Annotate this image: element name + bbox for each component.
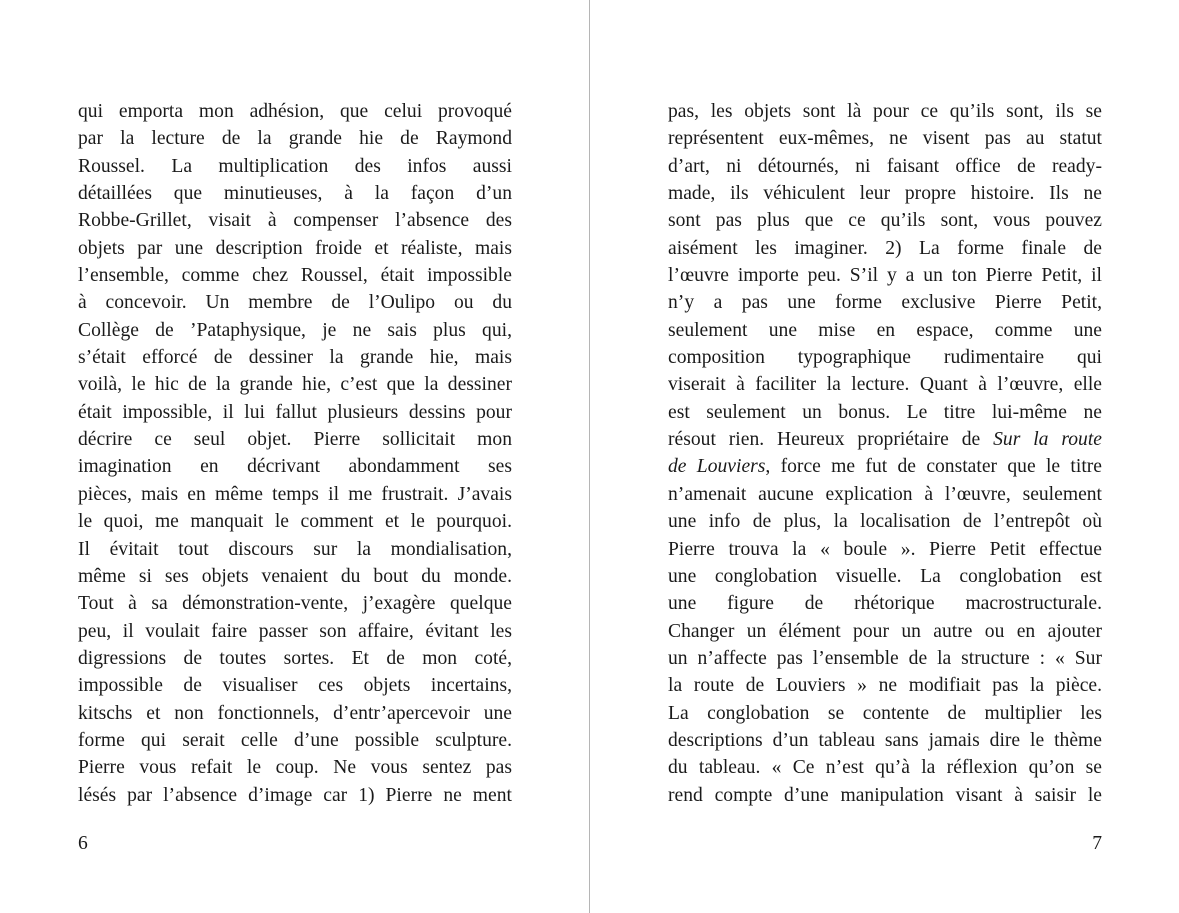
text-line: objets par une description froide et réaliste, mais <box>78 237 512 259</box>
book-title-italic: Sur la route <box>993 429 1102 451</box>
text-line: digressions de toutes sortes. Et de mon coté, <box>78 647 512 669</box>
text-line: l’œuvre importe peu. S’il y a un ton Pierre Petit, il <box>668 265 1102 287</box>
right-page <box>590 0 1179 913</box>
text-line: une figure de rhétorique macrostructurale. <box>668 593 1102 615</box>
text-line: Pierre trouva la « boule ». Pierre Petit effectue <box>668 538 1102 560</box>
text-line: voilà, le hic de la grande hie, c’est que la dessiner <box>78 374 512 396</box>
text-line: représentent eux-mêmes, ne visent pas au statut <box>668 128 1102 150</box>
text-line: forme qui serait celle d’une possible sculpture. <box>78 729 512 751</box>
text-line: La conglobation se contente de multiplier les <box>668 702 1102 724</box>
text-run: résout rien. Heureux propriétaire de <box>668 429 981 451</box>
text-line: rend compte d’une manipulation visant à saisir le <box>668 784 1102 806</box>
text-line: viserait à faciliter la lecture. Quant à l’œuvre, elle <box>668 374 1102 396</box>
text-line: le quoi, me manquait le comment et le pourquoi. <box>78 511 512 533</box>
text-line: à concevoir. Un membre de l’Oulipo ou du <box>78 292 512 314</box>
text-line: n’y a pas une forme exclusive Pierre Petit, <box>668 292 1102 314</box>
text-line: une conglobation visuelle. La conglobation est <box>668 565 1102 587</box>
left-page-text <box>78 98 512 809</box>
page-number: 6 <box>78 833 88 854</box>
text-line: lésés par l’absence d’image car 1) Pierre ne ment <box>78 784 512 806</box>
text-line: n’amenait aucune explication à l’œuvre, seulement <box>668 483 1102 505</box>
text-line: l’ensemble, comme chez Roussel, était impossible <box>78 265 512 287</box>
right-page-text <box>668 98 1102 809</box>
text-line: sont pas plus que ce qu’ils sont, vous pouvez <box>668 210 1102 232</box>
text-line: Roussel. La multiplication des infos aussi <box>78 155 512 177</box>
text-line: descriptions d’un tableau sans jamais dire le thème <box>668 729 1102 751</box>
text-line: détaillées que minutieuses, à la façon d’un <box>78 183 512 205</box>
text-line: du tableau. « Ce n’est qu’à la réflexion qu’on se <box>668 757 1102 779</box>
text-line: décrire ce seul objet. Pierre sollicitait mon <box>78 429 512 451</box>
text-line: peu, il voulait faire passer son affaire, évitant les <box>78 620 512 642</box>
text-line <box>668 426 1102 453</box>
text-line: une info de plus, la localisation de l’entrepôt où <box>668 511 1102 533</box>
text-line: Robbe-Grillet, visait à compenser l’absence des <box>78 210 512 232</box>
text-line: Collège de ’Pataphysique, je ne sais plus qui, <box>78 319 512 341</box>
text-line: seulement une mise en espace, comme une <box>668 319 1102 341</box>
text-line: la route de Louviers » ne modifiait pas la pièce. <box>668 675 1102 697</box>
text-line: qui emporta mon adhésion, que celui provoqué <box>78 101 512 122</box>
text-line: est seulement un bonus. Le titre lui-même ne <box>668 401 1102 423</box>
text-line: aisément les imaginer. 2) La forme finale de <box>668 237 1102 259</box>
text-line: Changer un élément pour un autre ou en ajouter <box>668 620 1102 642</box>
text-line: composition typographique rudimentaire qui <box>668 347 1102 369</box>
text-line: pas, les objets sont là pour ce qu’ils sont, ils se <box>668 101 1102 122</box>
left-page <box>0 0 589 913</box>
text-line <box>668 453 1102 480</box>
text-line: Pierre vous refait le coup. Ne vous sentez pas <box>78 757 512 779</box>
text-line: était impossible, il lui fallut plusieurs dessins pour <box>78 401 512 423</box>
text-line: Il évitait tout discours sur la mondialisation, <box>78 538 512 560</box>
text-line: d’art, ni détournés, ni faisant office de ready- <box>668 155 1102 177</box>
book-title-italic: de Louviers <box>668 456 766 478</box>
text-line: pièces, mais en même temps il me frustrait. J’avais <box>78 483 512 505</box>
text-line: par la lecture de la grande hie de Raymond <box>78 128 512 150</box>
text-line: impossible de visualiser ces objets incertains, <box>78 675 512 697</box>
text-line: Tout à sa démonstration-vente, j’exagère quelque <box>78 593 512 615</box>
text-line: s’était efforcé de dessiner la grande hie, mais <box>78 347 512 369</box>
text-line: kitschs et non fonctionnels, d’entr’apercevoir une <box>78 702 512 724</box>
text-run: , force me fut de constater que le titre <box>765 456 1102 478</box>
text-line: même si ses objets venaient du bout du monde. <box>78 565 512 587</box>
text-line: un n’affecte pas l’ensemble de la structure : « Sur <box>668 647 1102 669</box>
page-number: 7 <box>1092 833 1102 854</box>
text-line: imagination en décrivant abondamment ses <box>78 456 512 478</box>
text-line: made, ils véhiculent leur propre histoire. Ils ne <box>668 183 1102 205</box>
